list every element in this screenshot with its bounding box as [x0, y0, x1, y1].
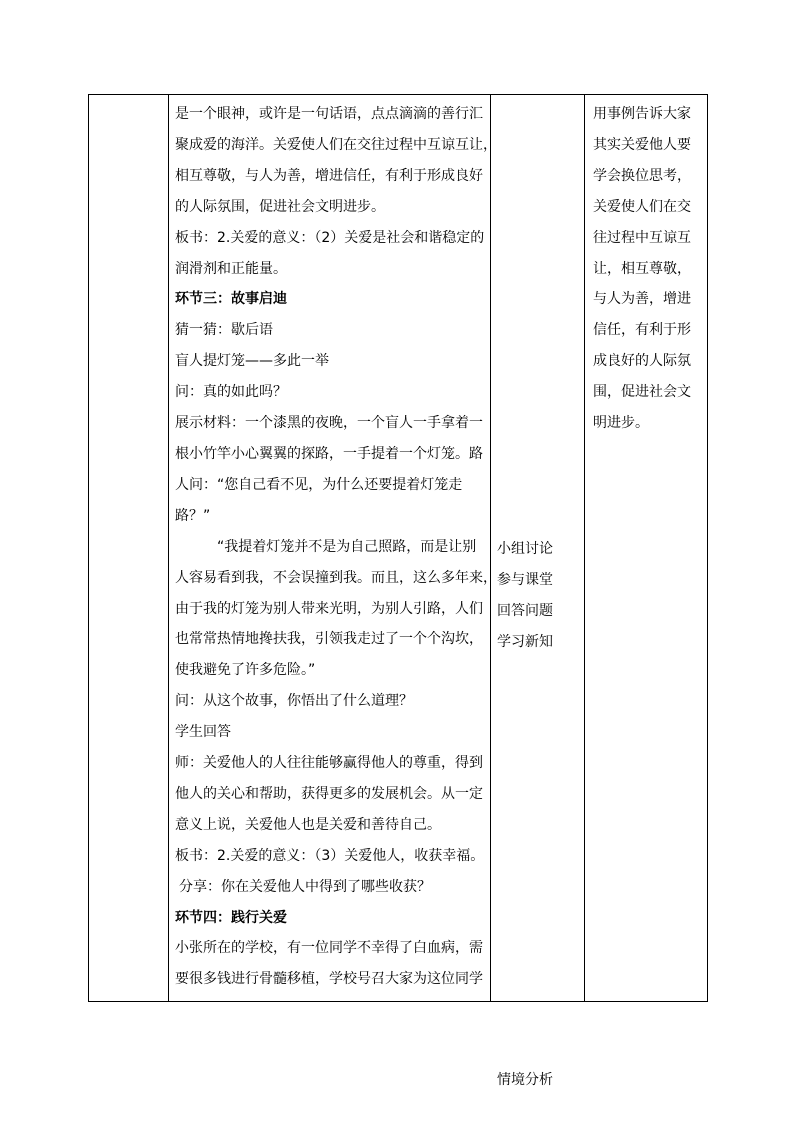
- student-activity-list: [497, 534, 553, 658]
- intent-line: 让，相互尊敬，: [593, 260, 691, 277]
- blackboard-note: 板书：2.关爱的意义：（3）关爱他人，收获幸福。: [175, 847, 485, 864]
- intent-line: 用事例告诉大家: [593, 106, 691, 122]
- process-line: 分享：你在关爱他人中得到了哪些收获？: [179, 878, 431, 895]
- process-line: 使我避免了许多危险。”: [175, 662, 316, 679]
- process-line: 人容易看到我，不会误撞到我。而且，这么多年来，: [175, 569, 497, 586]
- intent-line: 学会换位思考，: [593, 167, 691, 184]
- blackboard-note: 板书：2.关爱的意义：（2）关爱是社会和谐稳定的: [175, 229, 485, 246]
- intent-line: 关爱使人们在交: [593, 198, 691, 215]
- process-line: 问：从这个故事，你悟出了什么道理？: [175, 693, 413, 710]
- activity-item-final: 情境分析: [497, 1072, 553, 1088]
- process-line: 问：真的如此吗？: [175, 384, 287, 401]
- stage-column-cell: [89, 95, 169, 1002]
- intent-line: 与人为善，增进: [593, 291, 691, 308]
- lesson-plan-table: [88, 94, 708, 1088]
- process-line: 展示材料：一个漆黑的夜晚，一个盲人一手拿着一: [175, 415, 483, 432]
- table-row: [89, 95, 708, 1002]
- process-line: 是一个眼神，或许是一句话语，点点滴滴的善行汇: [175, 106, 483, 122]
- student-activity-cell: [491, 95, 585, 1088]
- intent-line: 围，促进社会文: [593, 384, 691, 401]
- process-line: 小张所在的学校，有一位同学不幸得了白血病，需: [175, 940, 483, 957]
- process-line: 意义上说，关爱他人也是关爱和善待自己。: [175, 816, 441, 833]
- activity-item: 回答问题: [497, 603, 553, 619]
- process-line: 学生回答: [175, 724, 231, 741]
- process-line: 他人的关心和帮助，获得更多的发展机会。从一定: [175, 785, 483, 802]
- process-line: 盲人提灯笼——多此一举: [175, 353, 329, 370]
- intent-line: 明进步。: [593, 415, 649, 432]
- process-line: 路？”: [175, 507, 211, 524]
- intent-line: 信任，有利于形: [593, 322, 691, 339]
- process-line: 也常常热情地搀扶我，引领我走过了一个个沟坎，: [175, 631, 483, 648]
- intent-line: 往过程中互谅互: [593, 229, 691, 246]
- design-intent-text: [593, 99, 705, 439]
- intent-line: 成良好的人际氛: [593, 353, 691, 370]
- teaching-process-cell: [169, 95, 497, 1002]
- section-heading-story: 环节三：故事启迪: [175, 291, 287, 308]
- process-line: 要很多钱进行骨髓移植，学校号召大家为这位同学: [175, 971, 483, 988]
- process-line: 聚成爱的海洋。关爱使人们在交往过程中互谅互让，: [175, 136, 497, 153]
- process-line: 师：关爱他人的人往往能够赢得他人的尊重，得到: [175, 755, 483, 772]
- activity-item: 学习新知: [497, 634, 553, 650]
- process-line: “我提着灯笼并不是为自己照路，而是让别: [217, 538, 477, 555]
- process-line: 根小竹竿小心翼翼的探路，一手提着一个灯笼。路: [175, 445, 483, 462]
- process-line: 的人际氛围，促进社会文明进步。: [175, 198, 385, 215]
- teaching-process-text: [175, 99, 497, 995]
- design-intent-cell: [585, 95, 708, 1002]
- activity-item: 小组讨论: [497, 541, 553, 557]
- section-heading-practice: 环节四：践行关爱: [175, 909, 287, 926]
- process-line: 人问：“您自己看不见，为什么还要提着灯笼走: [175, 476, 463, 493]
- process-line: 相互尊敬，与人为善，增进信任，有利于形成良好: [175, 167, 483, 184]
- process-line: 由于我的灯笼为别人带来光明，为别人引路，人们: [175, 600, 483, 617]
- process-line: 润滑剂和正能量。: [175, 260, 287, 277]
- intent-line: 其实关爱他人要: [593, 136, 691, 153]
- process-line: 猜一猜：歇后语: [175, 322, 273, 339]
- activity-item: 参与课堂: [497, 572, 553, 588]
